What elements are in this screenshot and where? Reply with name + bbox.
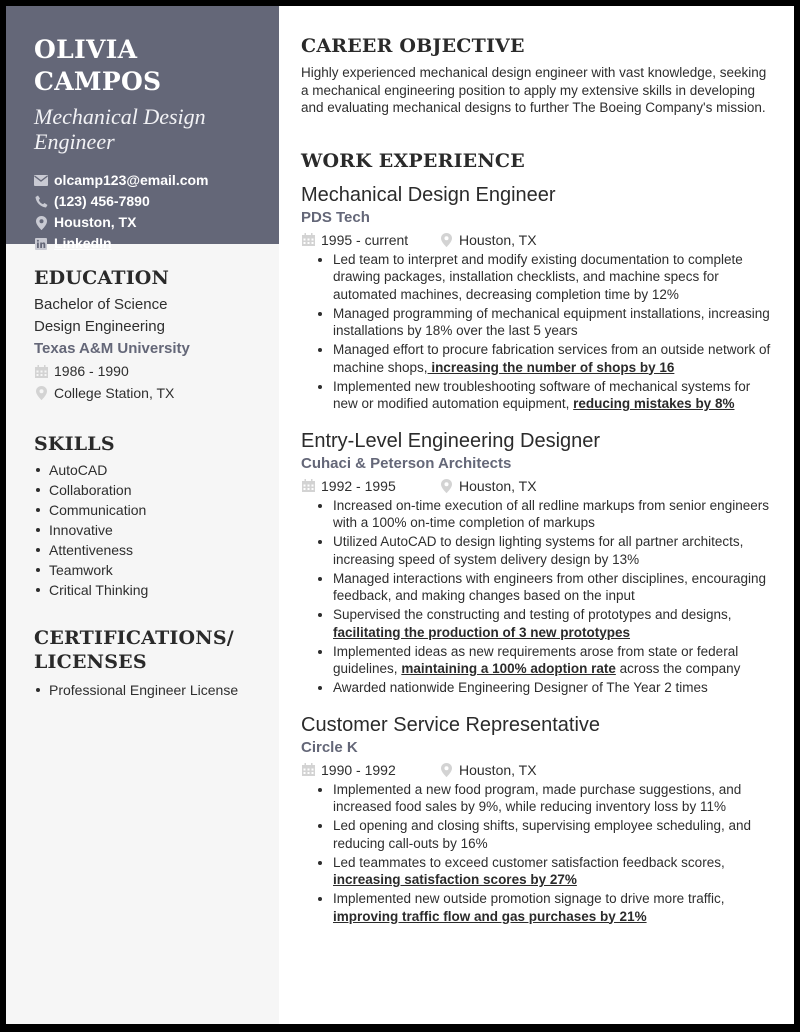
bullet-text: Increased on-time execution of all redline markups from senior engineers with a 100% on-time completion of markups [333, 497, 769, 530]
certifications-title-line1: CERTIFICATIONS/ [34, 627, 234, 649]
map-pin-icon [439, 479, 453, 493]
job-meta [301, 229, 774, 251]
skill-item: Teamwork [34, 560, 259, 580]
bullet-text: Led team to interpret and modify existing documentation to complete drawing packages, installation checklists, and machine specs for automated machines, decreasing completion time by 12% [333, 251, 743, 302]
job-dates-text: 1995 - current [321, 231, 409, 248]
linkedin-icon [34, 237, 48, 251]
bullet-highlight: maintaining a 100% adoption rate [401, 661, 616, 676]
bullet-text: Implemented new outside promotion signage to drive more traffic, [333, 891, 725, 906]
job-bullet [333, 570, 774, 605]
education-title: EDUCATION [34, 267, 170, 289]
contact-location [34, 212, 269, 233]
job-title: Mechanical Design Engineer [301, 183, 556, 206]
map-pin-icon [34, 216, 48, 230]
envelope-icon [34, 174, 48, 188]
contact-linkedin[interactable] [34, 233, 269, 254]
job-bullets [301, 497, 774, 697]
job-bullet [333, 679, 774, 697]
job-bullet [333, 606, 774, 641]
education-section [34, 266, 259, 404]
job-meta [301, 475, 774, 497]
job-bullet [333, 890, 774, 925]
bullet-text: Managed interactions with engineers from other disciplines, encouraging feedback, and making changes based on the input [333, 570, 766, 603]
skill-item: Innovative [34, 520, 259, 540]
map-pin-icon [439, 763, 453, 777]
job-dates-text: 1990 - 1992 [321, 761, 396, 778]
skills-title: SKILLS [34, 433, 115, 455]
skill-item: Communication [34, 500, 259, 520]
bullet-highlight: increasing satisfaction scores by 27% [333, 872, 577, 887]
bullet-text: Awarded nationwide Engineering Designer of The Year 2 times [333, 680, 708, 695]
education-location-text: College Station, TX [54, 385, 175, 401]
job-title: Customer Service Representative [301, 713, 601, 736]
school-name: Texas A&M University [34, 340, 190, 357]
certifications-title-line2: LICENSES [34, 651, 147, 673]
job-location [439, 759, 537, 781]
job-meta [301, 759, 774, 781]
certifications-list [34, 680, 259, 700]
job-bullets [301, 781, 774, 926]
job-bullet [333, 305, 774, 340]
linkedin-link[interactable]: LinkedIn [54, 235, 112, 251]
skills-list [34, 460, 259, 600]
job-bullet [333, 643, 774, 678]
job-location [439, 229, 537, 251]
map-pin-icon [34, 386, 48, 400]
objective-title: CAREER OBJECTIVE [301, 35, 525, 57]
job-entry [301, 713, 774, 926]
bullet-text: Led teammates to exceed customer satisfaction feedback scores, [333, 854, 725, 870]
calendar-icon [301, 479, 315, 493]
job-company: Cuhaci & Peterson Architects [301, 454, 512, 472]
objective-section [301, 34, 774, 117]
job-dates [301, 229, 439, 251]
phone-icon [34, 195, 48, 209]
job-bullet [333, 251, 774, 304]
job-company: Circle K [301, 738, 358, 756]
work-section [301, 149, 774, 926]
map-pin-icon [439, 233, 453, 247]
job-bullet [333, 378, 774, 413]
work-title: WORK EXPERIENCE [301, 149, 525, 172]
job-title: Entry-Level Engineering Designer [301, 429, 601, 452]
degree: Bachelor of Science [34, 296, 168, 313]
objective-text: Highly experienced mechanical design engineer with vast knowledge, seeking a mechanical engineering position to apply my extensive skills in developing and evaluating mechanical designs to further The Boeing Company's mission. [301, 65, 767, 115]
skill-item: Critical Thinking [34, 580, 259, 600]
job-bullet [333, 533, 774, 568]
sidebar [6, 6, 279, 1024]
bullet-highlight: reducing mistakes by 8% [573, 396, 735, 411]
location-text: Houston, TX [54, 214, 137, 230]
bullet-text: Managed effort to procure fabrication services from an outside network of machine shops, [333, 342, 771, 375]
skills-section [34, 432, 259, 600]
phone-text: (123) 456-7890 [54, 193, 150, 209]
skill-item: AutoCAD [34, 460, 259, 480]
skill-item: Collaboration [34, 480, 259, 500]
bullet-highlight: facilitating the production of 3 new prototypes [333, 624, 631, 640]
candidate-name: OLIVIA CAMPOS [34, 35, 162, 96]
bullet-text: Implemented a new food program, made purchase suggestions, and increased food sales by 9%, while reducing inventory loss by 11% [333, 781, 742, 814]
sidebar-body [6, 266, 279, 700]
job-entry [301, 183, 774, 413]
bullet-text: Implemented ideas as new requirements arose from state or federal guidelines, [333, 643, 739, 676]
field-of-study: Design Engineering [34, 318, 165, 335]
jobs-list [301, 183, 774, 926]
bullet-highlight: increasing the number of shops by 16 [427, 359, 675, 375]
job-location-text: Houston, TX [459, 231, 537, 248]
skill-item: Attentiveness [34, 540, 259, 560]
contact-email [34, 170, 269, 191]
job-dates [301, 475, 439, 497]
contact-phone [34, 191, 269, 212]
job-dates [301, 759, 439, 781]
bullet-text: Led opening and closing shifts, supervising employee scheduling, and reducing call-outs by 16% [333, 818, 752, 851]
main-content [279, 6, 794, 1024]
bullet-text: Managed programming of mechanical equipment installations, increasing installations by 18% over the last 5 years [333, 305, 770, 338]
job-bullet [333, 497, 774, 532]
calendar-icon [34, 364, 48, 378]
bullet-text-after: across the company [615, 661, 741, 676]
job-company: PDS Tech [301, 208, 370, 226]
email-text: olcamp123@email.com [54, 172, 209, 188]
job-bullets [301, 251, 774, 413]
certifications-section [34, 626, 259, 700]
job-location [439, 475, 537, 497]
calendar-icon [301, 763, 315, 777]
job-entry [301, 429, 774, 697]
bullet-text: Implemented new troubleshooting software of mechanical systems for new or modified automation equipment, [333, 378, 751, 411]
resume-page [6, 6, 794, 1024]
job-bullet [333, 854, 774, 889]
candidate-role: Mechanical Design Engineer [34, 104, 206, 154]
job-location-text: Houston, TX [459, 761, 537, 778]
education-dates [34, 360, 259, 382]
education-dates-text: 1986 - 1990 [54, 363, 129, 379]
bullet-highlight: improving traffic flow and gas purchases by 21% [333, 908, 647, 924]
education-location [34, 382, 259, 404]
job-bullet [333, 817, 774, 852]
bullet-text: Utilized AutoCAD to design lighting systems for all partner architects, increasing speed of system delivery design by 13% [333, 534, 744, 567]
contact-list [34, 170, 269, 254]
job-dates-text: 1992 - 1995 [321, 477, 396, 494]
bullet-text: Supervised the constructing and testing of prototypes and designs, [333, 607, 732, 622]
certification-item: Professional Engineer License [34, 680, 259, 700]
job-location-text: Houston, TX [459, 477, 537, 494]
calendar-icon [301, 233, 315, 247]
job-bullet [333, 781, 774, 816]
header-block [6, 6, 279, 251]
job-bullet [333, 341, 774, 376]
certifications-title [34, 626, 259, 674]
